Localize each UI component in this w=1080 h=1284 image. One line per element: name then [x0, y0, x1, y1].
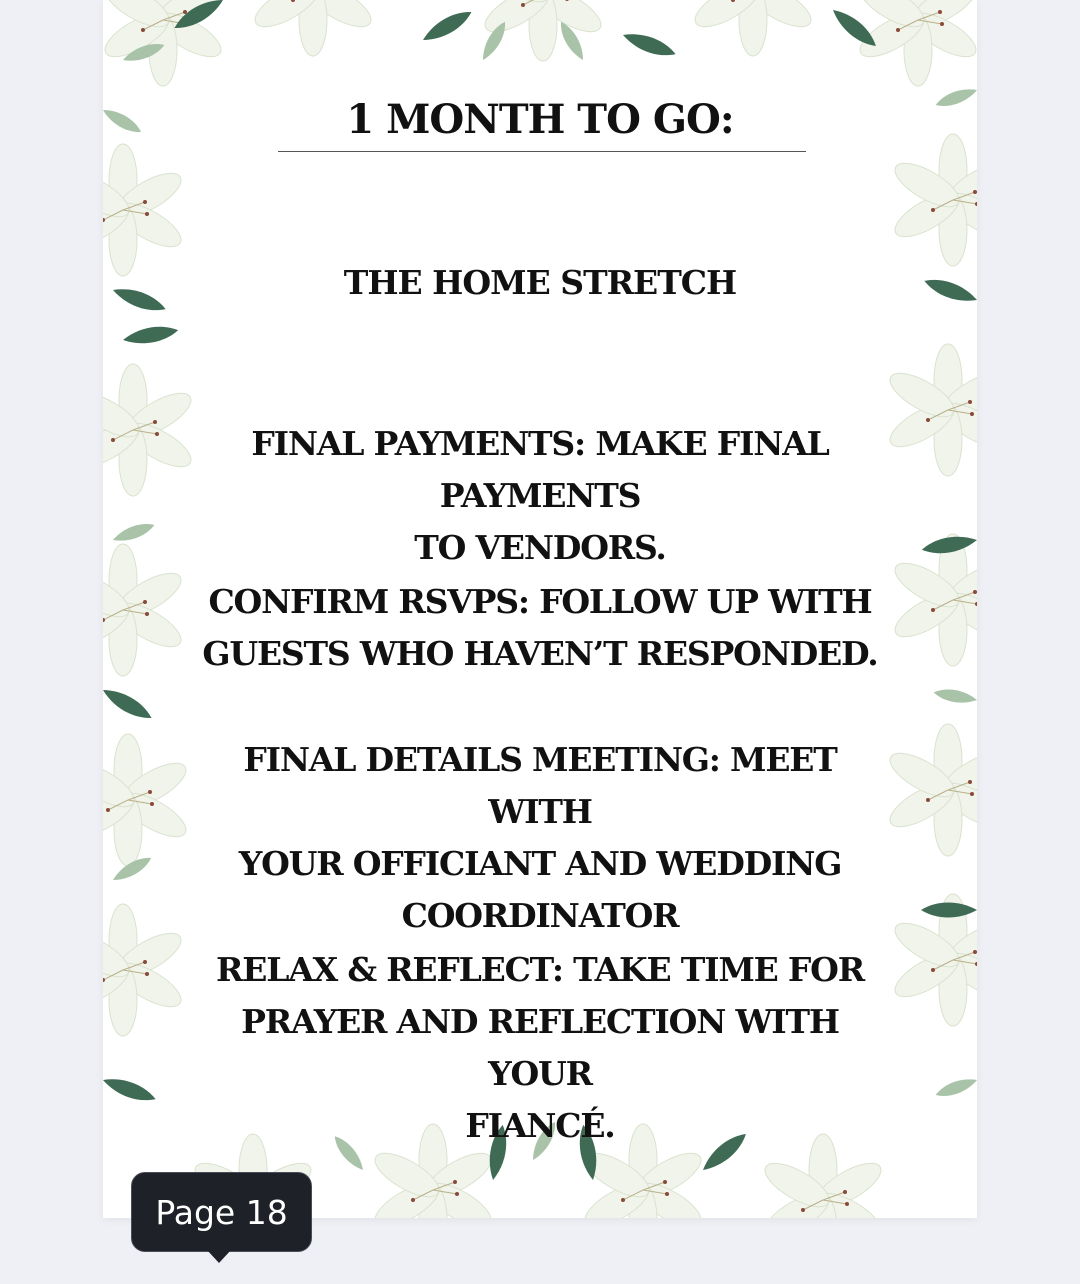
item-line: GUESTS WHO HAVEN’T RESPONDED.	[202, 634, 878, 673]
page-title: 1 MONTH TO GO:	[346, 96, 734, 143]
item-line: TO VENDORS.	[414, 528, 666, 567]
checklist-item-confirm-rsvps	[190, 576, 890, 680]
item-line: PRAYER AND REFLECTION WITH YOUR	[241, 1002, 839, 1093]
item-line: RELAX & REFLECT: TAKE TIME FOR	[216, 950, 864, 989]
item-line: YOUR OFFICIANT AND WEDDING	[238, 844, 842, 883]
item-line: CONFIRM RSVPS: FOLLOW UP WITH	[208, 582, 872, 621]
checklist-item-relax-reflect	[190, 944, 890, 1152]
item-line: FIANCÉ.	[465, 1106, 615, 1145]
title-underline	[278, 151, 806, 152]
checklist-item-final-payments	[190, 418, 890, 574]
page-number-label: Page 18	[155, 1192, 288, 1232]
page-number-indicator[interactable]	[131, 1172, 312, 1252]
document-page	[103, 0, 977, 1218]
page-subtitle: THE HOME STRETCH	[343, 263, 737, 302]
item-line: FINAL PAYMENTS: MAKE FINAL PAYMENTS	[251, 424, 829, 515]
page-indicator-pointer	[207, 1250, 231, 1263]
checklist-item-final-details-meeting	[190, 734, 890, 942]
item-line: COORDINATOR	[401, 896, 679, 935]
item-line: FINAL DETAILS MEETING: MEET WITH	[243, 740, 837, 831]
